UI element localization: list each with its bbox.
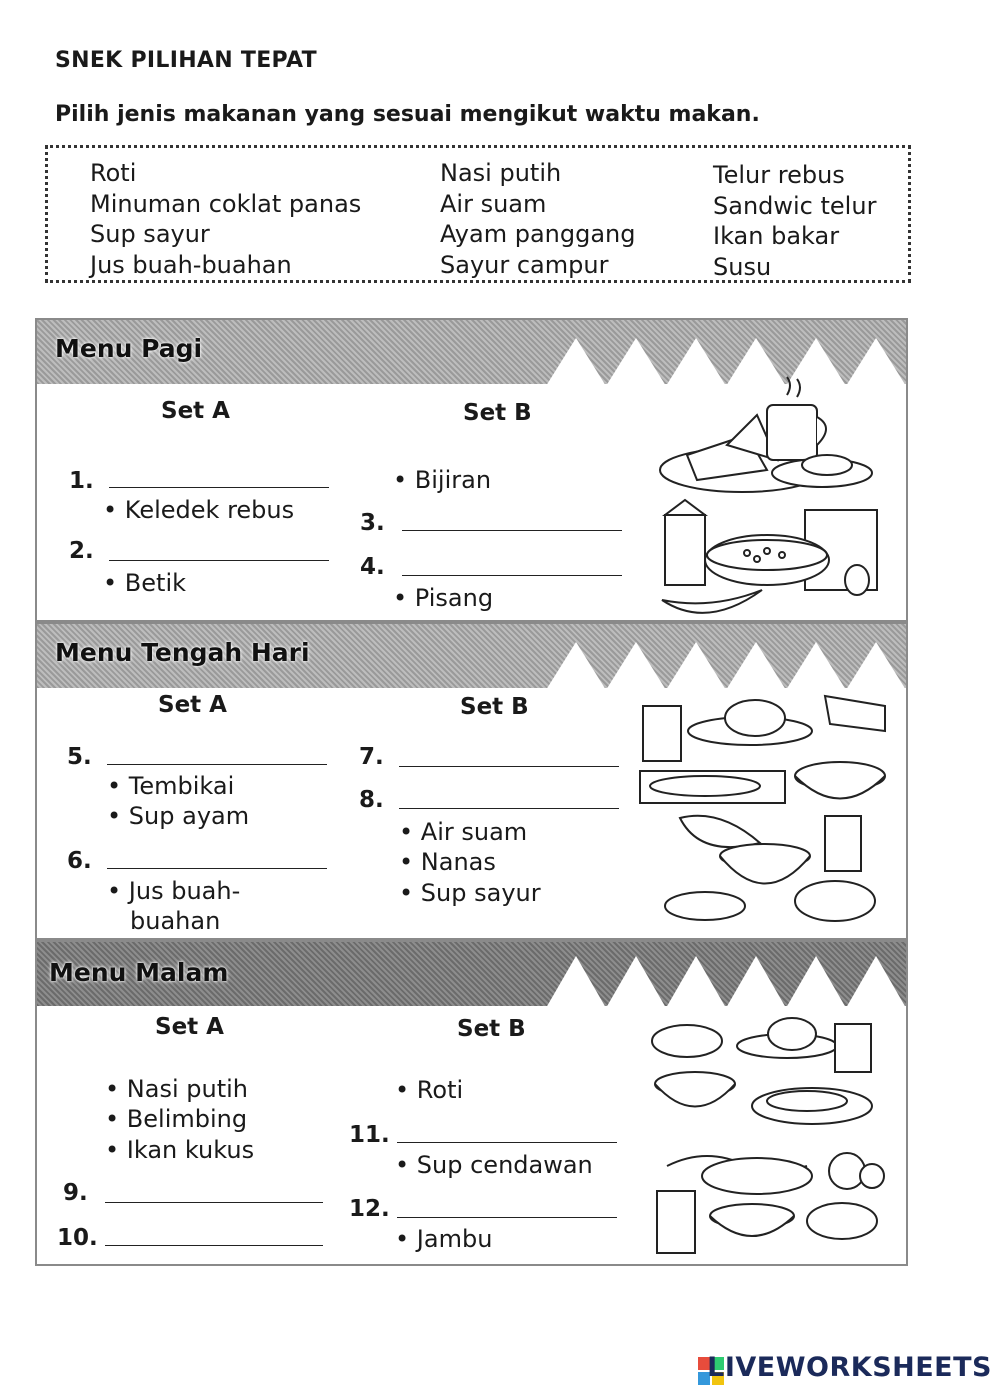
- answer-blank-3[interactable]: [402, 530, 622, 531]
- menu-item: • Bijiran: [393, 466, 491, 494]
- page-title: SNEK PILIHAN TEPAT: [55, 48, 317, 73]
- menu-item: • Keledek rebus: [103, 496, 294, 524]
- answer-blank-8[interactable]: [399, 808, 619, 809]
- question-number: 3.: [360, 510, 385, 536]
- word-bank-col-2: [440, 158, 635, 280]
- section-title: Menu Malam: [49, 958, 229, 987]
- answer-blank-7[interactable]: [399, 766, 619, 767]
- section-title: Menu Tengah Hari: [55, 638, 310, 667]
- word-bank-item: Roti: [90, 159, 137, 187]
- answer-blank-4[interactable]: [402, 575, 622, 576]
- answer-blank-11[interactable]: [397, 1142, 617, 1143]
- zigzag-decoration: [546, 942, 906, 1008]
- menu-item: • Air suam: [399, 818, 527, 846]
- word-bank-item: Nasi putih: [440, 159, 562, 187]
- menu-item: • Tembikai: [107, 772, 234, 800]
- question-number: 10.: [57, 1225, 98, 1251]
- section-title: Menu Pagi: [55, 334, 203, 363]
- section-menu-pagi: [35, 318, 908, 622]
- section-menu-tengah-hari: [35, 622, 908, 940]
- answer-blank-9[interactable]: [105, 1202, 323, 1203]
- word-bank-item: Minuman coklat panas: [90, 189, 362, 218]
- footer-brand-text: LIVEWORKSHEETS: [707, 1352, 992, 1383]
- word-bank-col-3: [713, 160, 876, 282]
- menu-item: • Ikan kukus: [105, 1136, 254, 1164]
- word-bank-item: Susu: [713, 252, 772, 281]
- word-bank-item: Ikan bakar: [713, 222, 840, 250]
- menu-item: • Belimbing: [105, 1105, 247, 1133]
- question-number: 2.: [69, 538, 94, 564]
- question-number: 9.: [63, 1180, 88, 1206]
- answer-blank-5[interactable]: [107, 764, 327, 765]
- word-bank-item: Air suam: [440, 189, 547, 218]
- menu-item: • Nanas: [399, 848, 496, 876]
- answer-blank-2[interactable]: [109, 560, 329, 561]
- section-menu-malam: [35, 940, 908, 1266]
- word-bank: [45, 145, 911, 283]
- dinner-food-illustration: [647, 1016, 897, 1261]
- breakfast-food-illustration: [657, 375, 887, 620]
- set-a-heading: Set A: [155, 1014, 224, 1040]
- instruction: Pilih jenis makanan yang sesuai mengikut waktu makan.: [55, 102, 760, 127]
- word-bank-item: Ayam panggang: [440, 220, 636, 248]
- question-number: 12.: [349, 1196, 390, 1222]
- footer-brand[interactable]: [707, 1352, 992, 1383]
- menu-item: • Sup sayur: [399, 879, 541, 907]
- word-bank-col-1: [90, 158, 361, 280]
- word-bank-item: Telur rebus: [713, 161, 845, 189]
- answer-blank-1[interactable]: [109, 487, 329, 488]
- question-number: 7.: [359, 744, 384, 770]
- lunch-food-illustration: [635, 686, 897, 936]
- word-bank-item: Sup sayur: [90, 220, 210, 248]
- menu-item-continued: buahan: [130, 907, 221, 935]
- word-bank-item: Jus buah-buahan: [90, 250, 292, 279]
- zigzag-decoration: [546, 624, 906, 690]
- menu-item: • Jambu: [395, 1225, 492, 1253]
- answer-blank-12[interactable]: [397, 1217, 617, 1218]
- answer-blank-10[interactable]: [105, 1245, 323, 1246]
- word-bank-item: Sayur campur: [440, 250, 609, 279]
- menu-item: • Betik: [103, 569, 186, 597]
- set-b-heading: Set B: [460, 694, 529, 720]
- set-b-heading: Set B: [457, 1016, 526, 1042]
- menu-item: • Roti: [395, 1076, 463, 1104]
- menu-item: • Nasi putih: [105, 1075, 248, 1103]
- menu-item: • Jus buah-: [107, 877, 240, 905]
- question-number: 4.: [360, 554, 385, 580]
- question-number: 1.: [69, 468, 94, 494]
- question-number: 11.: [349, 1122, 390, 1148]
- menu-item: • Sup ayam: [107, 802, 249, 830]
- question-number: 5.: [67, 744, 92, 770]
- set-a-heading: Set A: [161, 398, 230, 424]
- question-number: 6.: [67, 848, 92, 874]
- menu-item: • Sup cendawan: [395, 1151, 593, 1179]
- set-a-heading: Set A: [158, 692, 227, 718]
- set-b-heading: Set B: [463, 400, 532, 426]
- question-number: 8.: [359, 787, 384, 813]
- menu-item: • Pisang: [393, 584, 493, 612]
- answer-blank-6[interactable]: [107, 868, 327, 869]
- word-bank-item: Sandwic telur: [713, 191, 877, 220]
